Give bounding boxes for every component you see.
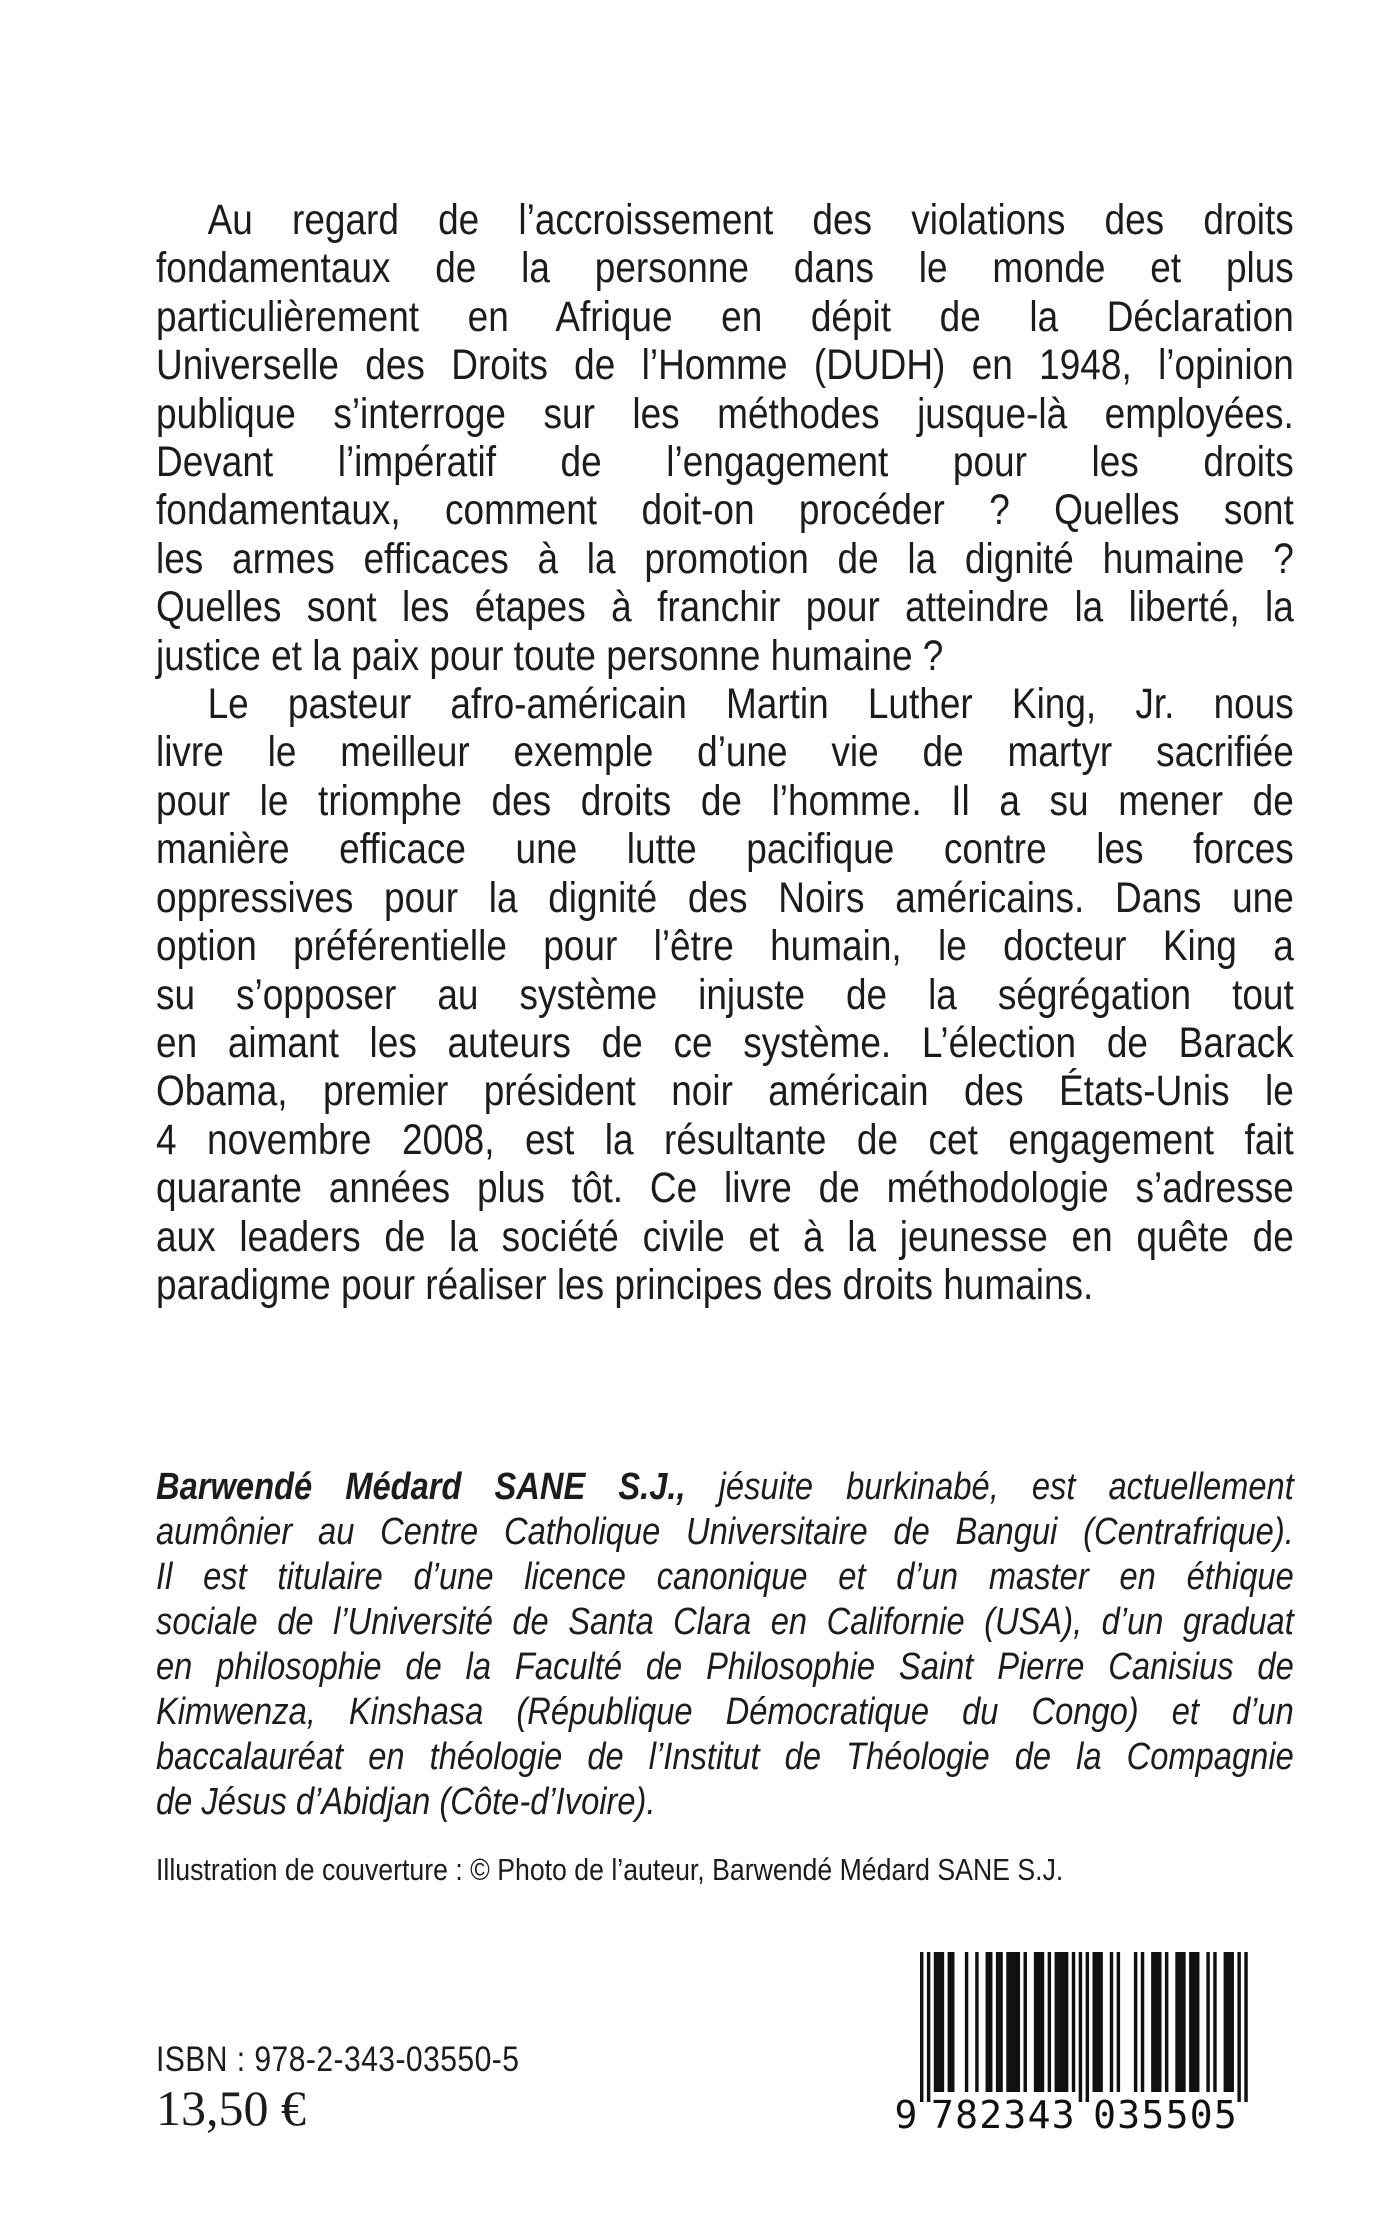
text-line: su s’opposer au système injuste de la ségrégation tout bbox=[156, 970, 1294, 1019]
synopsis-paragraph-2 bbox=[156, 680, 1294, 1309]
text-line: Devant l’impératif de l’engagement pour les droits bbox=[156, 438, 1294, 487]
svg-text:3: 3 bbox=[1117, 2093, 1141, 2136]
text-line: aux leaders de la société civile et à la jeunesse en quête de bbox=[156, 1212, 1294, 1261]
text-line: option préférentielle pour l’être humain, le docteur King a bbox=[156, 922, 1294, 971]
text-line: de Jésus d’Abidjan (Côte-d’Ivoire). bbox=[156, 1781, 656, 1823]
text-line: manière efficace une lutte pacifique contre les forces bbox=[156, 825, 1294, 874]
svg-text:3: 3 bbox=[1051, 2093, 1075, 2136]
text-line: Kimwenza, Kinshasa (République Démocratique du Congo) et d’un bbox=[156, 1691, 1294, 1733]
text-line: aumônier au Centre Catholique Universitaire de Bangui (Centrafrique). bbox=[156, 1511, 1294, 1553]
bio-first-line-rest: jésuite burkinabé, est actuellement bbox=[718, 1466, 1294, 1508]
cover-credit: Illustration de couverture : © Photo de l’auteur, Barwendé Médard SANE S.J. bbox=[156, 1852, 1064, 1887]
svg-text:4: 4 bbox=[1027, 2093, 1051, 2136]
text-line: Obama, premier président noir américain des États-Unis le bbox=[156, 1067, 1294, 1116]
svg-text:7: 7 bbox=[930, 2093, 954, 2136]
text-line: Il est titulaire d’une licence canonique et d’un master en éthique bbox=[156, 1556, 1294, 1598]
text-line: publique s’interroge sur les méthodes jusque-là employées. bbox=[156, 389, 1294, 438]
text-line: fondamentaux de la personne dans le monde et plus bbox=[156, 244, 1294, 293]
svg-text:3: 3 bbox=[1003, 2093, 1027, 2136]
text-line: paradigme pour réaliser les principes des droits humains. bbox=[156, 1260, 1094, 1309]
text-line: livre le meilleur exemple d’une vie de martyr sacrifiée bbox=[156, 728, 1294, 777]
synopsis-paragraph-1 bbox=[156, 196, 1294, 680]
text-line: oppressives pour la dignité des Noirs américains. Dans une bbox=[156, 873, 1294, 922]
text-line: justice et la paix pour toute personne humaine ? bbox=[156, 631, 944, 680]
svg-text:0: 0 bbox=[1189, 2093, 1213, 2136]
text-line: particulièrement en Afrique en dépit de la Déclaration bbox=[156, 292, 1294, 341]
text-line: baccalauréat en théologie de l’Institut de Théologie de la Compagnie bbox=[156, 1736, 1294, 1778]
svg-text:0: 0 bbox=[1093, 2093, 1117, 2136]
ean13-barcode bbox=[882, 1952, 1260, 2141]
barcode-bars-and-digits bbox=[882, 1952, 1260, 2136]
text-line: pour le triomphe des droits de l’homme. Il a su mener de bbox=[156, 776, 1294, 825]
text-line: en aimant les auteurs de ce système. L’élection de Barack bbox=[156, 1018, 1294, 1067]
text-line: en philosophie de la Faculté de Philosophie Saint Pierre Canisius de bbox=[156, 1646, 1294, 1688]
svg-text:5: 5 bbox=[1141, 2093, 1165, 2136]
price-label: 13,50 € bbox=[156, 2080, 306, 2136]
svg-text:2: 2 bbox=[979, 2093, 1003, 2136]
svg-text:9: 9 bbox=[894, 2093, 918, 2136]
svg-text:5: 5 bbox=[1165, 2093, 1189, 2136]
svg-text:8: 8 bbox=[955, 2093, 979, 2136]
text-line: fondamentaux, comment doit-on procéder ? Quelles sont bbox=[156, 486, 1294, 535]
bio-first-line bbox=[156, 1465, 1294, 1510]
isbn-label: ISBN : 978-2-343-03550-5 bbox=[156, 2040, 520, 2079]
text-line: Quelles sont les étapes à franchir pour atteindre la liberté, la bbox=[156, 583, 1294, 632]
text-line: les armes efficaces à la promotion de la dignité humaine ? bbox=[156, 534, 1294, 583]
text-line: sociale de l’Université de Santa Clara en Californie (USA), d’un graduat bbox=[156, 1601, 1294, 1643]
author-name: Barwendé Médard SANE S.J., bbox=[156, 1466, 686, 1508]
text-line: Le pasteur afro-américain Martin Luther King, Jr. nous bbox=[207, 680, 1294, 729]
synopsis-block bbox=[156, 196, 1294, 1309]
text-line: 4 novembre 2008, est la résultante de cet engagement fait bbox=[156, 1115, 1294, 1164]
author-bio bbox=[156, 1465, 1294, 1825]
text-line: quarante années plus tôt. Ce livre de méthodologie s’adresse bbox=[156, 1164, 1294, 1213]
bio-lines bbox=[156, 1510, 1294, 1825]
text-line: Au regard de l’accroissement des violations des droits bbox=[207, 196, 1294, 244]
text-line: Universelle des Droits de l’Homme (DUDH) en 1948, l’opinion bbox=[156, 341, 1294, 390]
svg-text:5: 5 bbox=[1213, 2093, 1237, 2136]
